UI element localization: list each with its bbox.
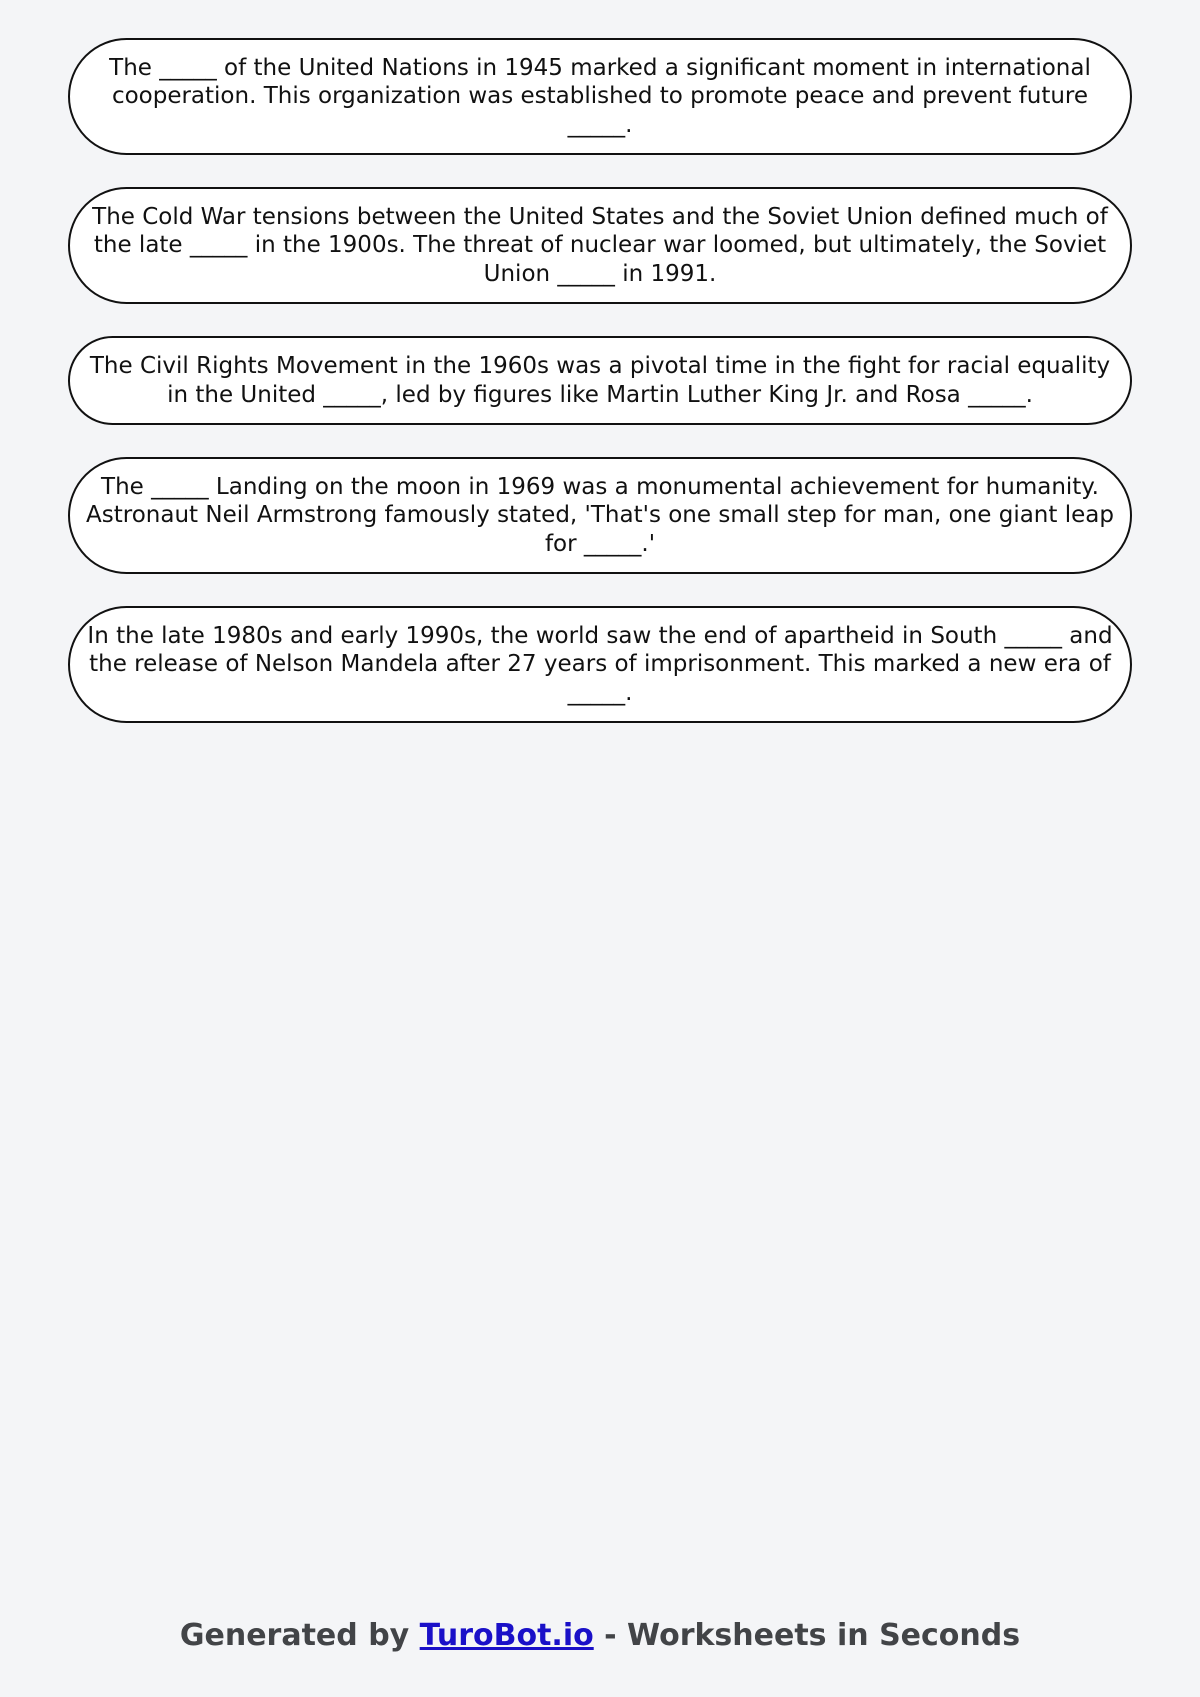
sentence-text: The Cold War tensions between the United States and the Soviet Union defined much of the late _____ in the 1900s. The threat of nuclear war loomed, but ultimately, the Soviet Union _____ in 1991. — [92, 203, 1108, 287]
sentence-box — [68, 187, 1132, 304]
sentence-text: The _____ Landing on the moon in 1969 was a monumental achievement for humanity. Astronaut Neil Armstrong famously stated, 'That's one small step for man, one giant leap for _____.' — [86, 473, 1114, 557]
footer-suffix: - Worksheets in Seconds — [593, 1618, 1021, 1653]
sentence-text: The _____ of the United Nations in 1945 marked a significant moment in international cooperation. This organization was established to promote peace and prevent future _____. — [109, 54, 1091, 138]
sentence-box — [68, 38, 1132, 155]
sentence-box — [68, 606, 1132, 723]
sentence-box — [68, 457, 1132, 574]
sentence-text: The Civil Rights Movement in the 1960s was a pivotal time in the fight for racial equality in the United _____, led by figures like Martin Luther King Jr. and Rosa _____. — [89, 353, 1111, 408]
footer — [0, 1618, 1200, 1653]
worksheet — [68, 38, 1132, 755]
turobot-link[interactable]: TuroBot.io — [419, 1618, 594, 1653]
footer-prefix: Generated by — [179, 1618, 420, 1653]
sentence-box — [68, 336, 1132, 425]
sentence-text: In the late 1980s and early 1990s, the world saw the end of apartheid in South _____ and the release of Nelson Mandela after 27 years of imprisonment. This marked a new era of _____. — [87, 622, 1113, 706]
